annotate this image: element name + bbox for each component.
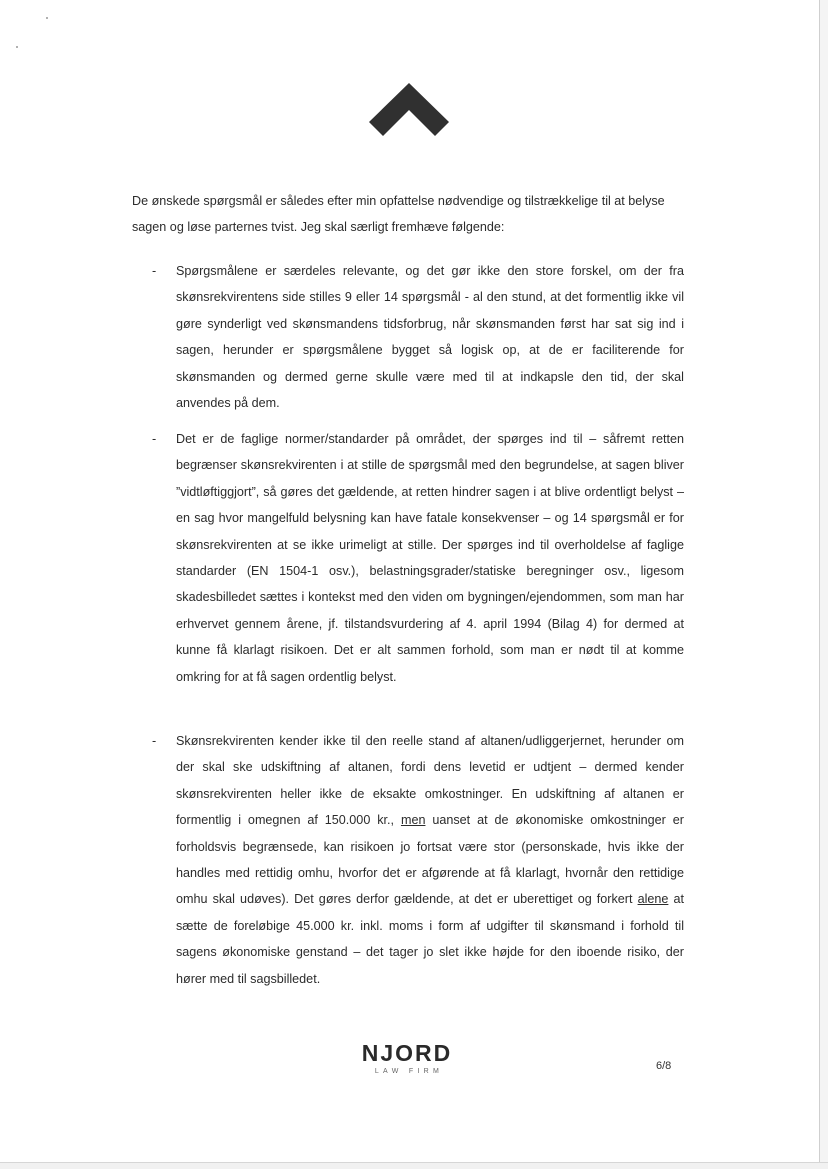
scan-edge-bottom xyxy=(0,1162,828,1169)
bullet-paragraph-1: Spørgsmålene er særdeles relevante, og det gør ikke den store forskel, om der fra skønsrekvirentens side stilles 9 eller 14 spørgsmål - al den stund, at det formentlig ikke vil gøre synderligt ved skønsmandens tidsforbrug, når skønsmanden først har sat sig ind i sagen, herunder er spørgsmålene bygget så logisk op, at de er faciliterende for skønsmanden og dermed gerne skulle være med til at indkapsle den tid, der skal anvendes på dem. xyxy=(176,264,684,411)
bullet-marker: - xyxy=(152,432,157,446)
chevron-up-logo-icon xyxy=(366,80,452,144)
scan-edge-right xyxy=(819,0,828,1169)
bullet-3-text-part-1: Skønsrekvirenten kender ikke til den reelle stand af altanen/udliggerjernet, herunder om der skal ske udskiftning af altanen, fordi dens levetid er udtjent – dermed kender skønsrekvirenten heller ikke de eksakte omkostninger. En udskiftning af altanen er formentlig i omegnen af 150.000 kr., xyxy=(176,734,684,828)
brand-subtitle: LAW FIRM xyxy=(374,1068,444,1075)
underlined-alene: alene xyxy=(637,892,669,907)
bullet-3-text-part-2: uanset at de økonomiske omkostninger er forholdsvis begrænsede, kan risikoen jo fortsat være stor (personskade, hvis ikke der handles med rettidig omhu, hvorfor det er afgørende at få klarlagt, hvornår den rettidige omhu skal udøves). Det gøres derfor gældende, at det er uberettiget og forkert xyxy=(176,813,684,907)
bullet-3-text-part-3: at sætte de foreløbige 45.000 kr. inkl. moms i form af udgifter til skønsmand i forhold til sagens økonomiske genstand – det tager jo slet ikke højde for den iboende risiko, der hører med til sagsbilledet. xyxy=(176,892,684,986)
page-number: 6/8 xyxy=(656,1060,672,1072)
brand-name: NJORD xyxy=(361,1040,453,1066)
scan-speck xyxy=(16,46,18,48)
bullet-paragraph-3 xyxy=(176,728,684,992)
scan-speck xyxy=(46,17,48,19)
bullet-paragraph-2: Det er de faglige normer/standarder på området, der spørges ind til – såfremt retten begrænser skønsrekvirenten i at stille de spørgsmål med den begrundelse, at sagen bliver ”vidtløftiggjort”, så gøres det gældende, at retten hindrer sagen i at blive ordentligt belyst – en sag hvor mangelfuld belysning kan have fatale konsekvenser – og 14 spørgsmål er for skønsrekvirenten at se ikke urimeligt at stille. Der spørges ind til overholdelse af faglige standarder (EN 1504-1 osv.), belastningsgrader/statiske beregninger osv., ligesom skadesbilledet sættes i kontekst med den viden om bygningen/ejendommen, som man har erhvervet gennem årene, jf. tilstandsvurdering af 4. april 1994 (Bilag 4) for dermed at kunne få klarlagt risikoen. Det er alt sammen forhold, som man er nødt til at komme omkring for at få sagen ordentlig belyst. xyxy=(176,432,684,684)
footer-logo xyxy=(356,1040,458,1078)
intro-paragraph: De ønskede spørgsmål er således efter min opfattelse nødvendige og tilstrækkelige til at belyse sagen og løse parternes tvist. Jeg skal særligt fremhæve følgende: xyxy=(132,194,665,235)
bullet-marker: - xyxy=(152,264,157,278)
bullet-marker: - xyxy=(152,734,157,748)
underlined-men: men xyxy=(400,813,426,828)
